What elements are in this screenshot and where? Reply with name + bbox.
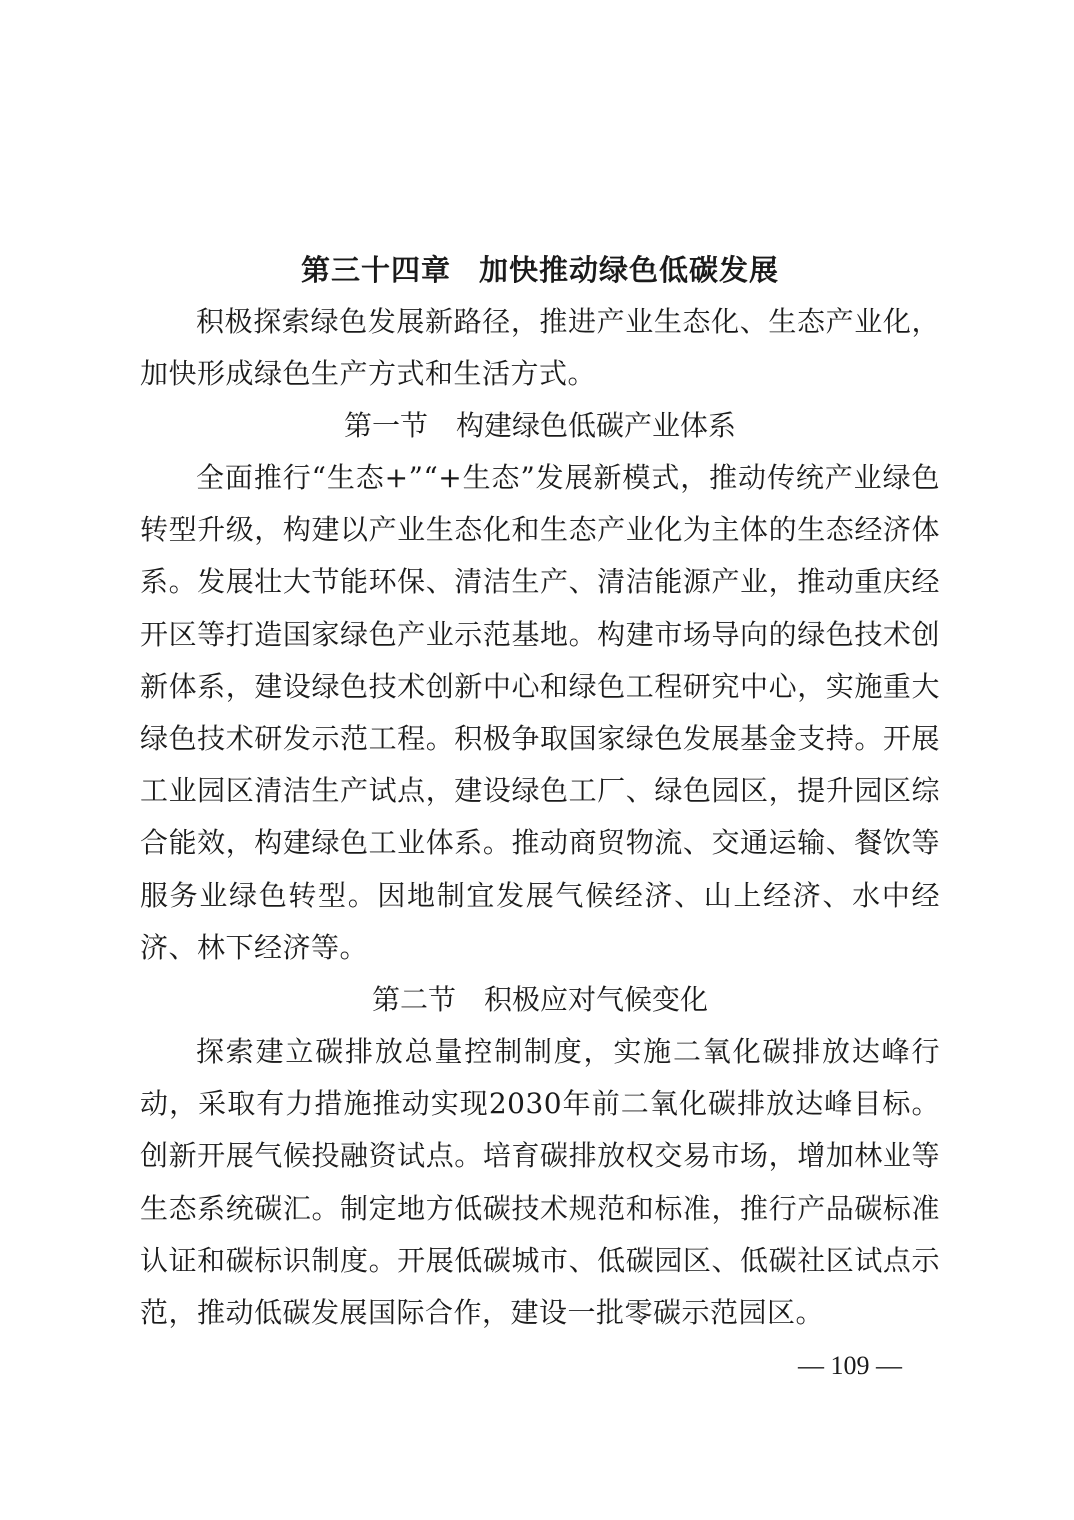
section-1-paragraph: 全面推行“生态+”“+生态”发展新模式，推动传统产业绿色转型升级，构建以产业生态化和生态产业化为主体的生态经济体系。发展壮大节能环保、清洁生产、清洁能源产业，推动重庆经开区等打造国家绿色产业示范基地。构建市场导向的绿色技术创新体系，建设绿色技术创新中心和绿色工程研究中心，实施重大绿色技术研发示范工程。积极争取国家绿色发展基金支持。开展工业园区清洁生产试点，建设绿色工厂、绿色园区，提升园区综合能效，构建绿色工业体系。推动商贸物流、交通运输、餐饮等服务业绿色转型。因地制宜发展气候经济、山上经济、水中经济、林下经济等。 (140, 461, 940, 964)
section-2-number: 第二节 (371, 983, 456, 1016)
page-number: — 109 — (798, 1351, 902, 1380)
section-2-paragraph: 探索建立碳排放总量控制制度，实施二氧化碳排放达峰行动，采取有力措施推动实现2030年前二氧化碳排放达峰目标。创新开展气候投融资试点。培育碳排放权交易市场，增加林业等生态系统碳汇。制定地方低碳技术规范和标准，推行产品碳标准认证和碳标识制度。开展低碳城市、低碳园区、低碳社区试点示范，推动低碳发展国际合作，建设一批零碳示范园区。 (140, 1035, 940, 1330)
section-heading-1 (140, 400, 940, 452)
chapter-title: 加快推动绿色低碳发展 (479, 253, 780, 287)
section-1-number: 第一节 (343, 409, 428, 442)
chapter-heading (140, 244, 940, 296)
chapter-intro-paragraph: 积极探索绿色发展新路径，推进产业生态化、生态产业化，加快形成绿色生产方式和生活方式。 (140, 305, 940, 391)
chapter-number: 第三十四章 (300, 253, 451, 287)
section-1-title: 构建绿色低碳产业体系 (456, 409, 737, 442)
section-2-title: 积极应对气候变化 (484, 983, 709, 1016)
section-heading-2 (140, 974, 940, 1026)
